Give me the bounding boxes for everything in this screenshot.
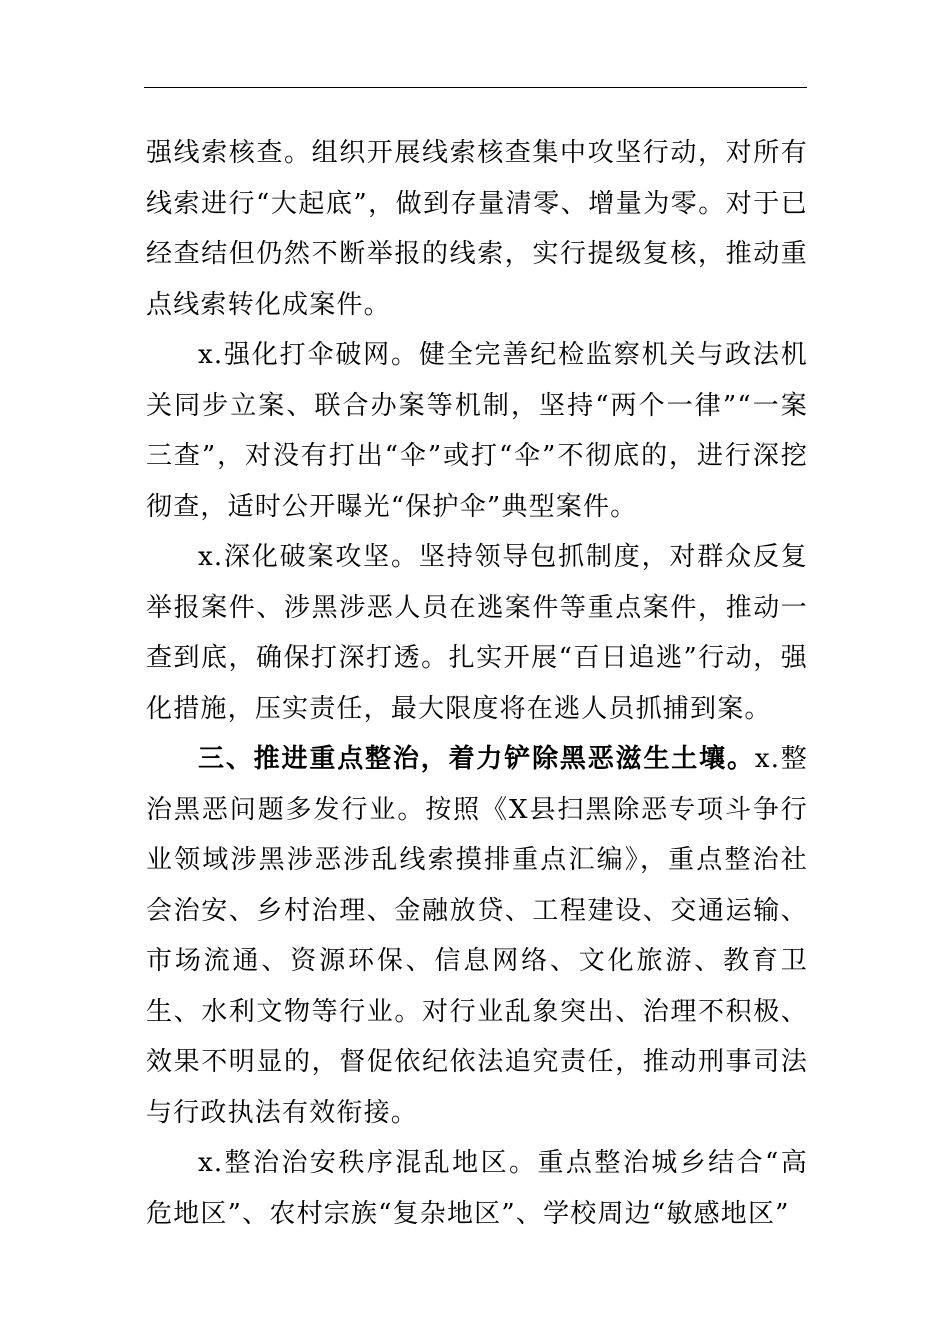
paragraph-public-order-areas xyxy=(146,1138,808,1239)
paragraph-key-rectification xyxy=(146,734,808,1138)
section-heading: 三、推进重点整治，着力铲除黑恶滋生土壤。 xyxy=(198,744,755,774)
paragraph-clue-verification xyxy=(146,128,808,330)
body-text xyxy=(146,128,808,1239)
paragraph-text: x.整治治安秩序混乱地区。重点整治城乡结合“高危地区”、农村宗族“复杂地区”、学校周边“敏感地区” xyxy=(146,1148,808,1229)
paragraph-text: x.整治黑恶问题多发行业。按照《X县扫黑除恶专项斗争行业领域涉黑涉恶涉乱线索摸排重点汇编》，重点整治社会治安、乡村治理、金融放贷、工程建设、交通运输、市场流通、资源环保、信息网络、文化旅游、教育卫生、水利文物等行业。对行业乱象突出、治理不积极、效果不明显的，督促依纪依法追究责任，推动刑事司法与行政执法有效衔接。 xyxy=(146,744,808,1128)
header-rule xyxy=(144,87,807,88)
paragraph-text: 强线索核查。组织开展线索核查集中攻坚行动，对所有线索进行“大起底”，做到存量清零、增量为零。对于已经查结但仍然不断举报的线索，实行提级复核，推动重点线索转化成案件。 xyxy=(146,138,808,320)
paragraph-text: x.深化破案攻坚。坚持领导包抓制度，对群众反复举报案件、涉黑涉恶人员在逃案件等重点案件，推动一查到底，确保打深打透。扎实开展“百日追逃”行动，强化措施，压实责任，最大限度将在逃人员抓捕到案。 xyxy=(146,542,808,724)
paragraph-umbrella-breaking xyxy=(146,330,808,532)
paragraph-text: x.强化打伞破网。健全完善纪检监察机关与政法机关同步立案、联合办案等机制，坚持“两个一律”“一案三查”，对没有打出“伞”或打“伞”不彻底的，进行深挖彻查，适时公开曝光“保护伞”典型案件。 xyxy=(146,340,808,522)
paragraph-case-solving xyxy=(146,532,808,734)
